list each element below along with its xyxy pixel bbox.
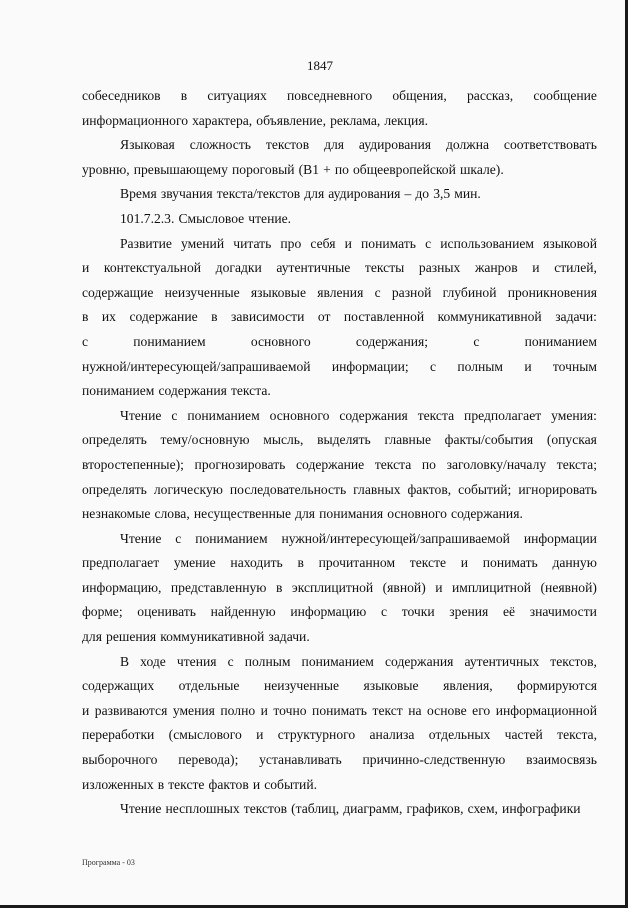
text-line: Чтение с пониманием нужной/интересующей/запрашиваемой информации (120, 530, 597, 546)
text-line: информацию, представленную в эксплицитной (явной) и имплицитной (неявной) (82, 579, 597, 595)
text-line: с пониманием основного содержания; с пониманием (82, 333, 597, 349)
text-line: 101.7.2.3. Смысловое чтение. (120, 210, 292, 226)
text-line: форме; оценивать найденную информацию с точки зрения её значимости (82, 604, 597, 620)
text-line: предполагает умение находить в прочитанном тексте и понимать данную (82, 555, 597, 571)
text-line: В ходе чтения с полным пониманием содержания аутентичных текстов, (120, 653, 597, 669)
text-line: Развитие умений читать про себя и понимать с использованием языковой (120, 235, 597, 251)
text-line: Чтение с пониманием основного содержания текста предполагает умения: (120, 407, 597, 423)
text-line: информационного характера, объявление, реклама, лекция. (82, 112, 428, 128)
text-line: и развиваются умения полно и точно понимать текст на основе его информационной (82, 702, 597, 718)
text-line: незнакомые слова, несущественные для понимания основного содержания. (82, 506, 523, 522)
text-line: переработки (смыслового и структурного анализа отдельных частей текста, (82, 727, 597, 743)
page-footer: Программа - 03 (82, 858, 135, 867)
page-number: 1847 (307, 58, 333, 73)
text-line: в их содержание в зависимости от поставленной коммуникативной задачи: (82, 309, 597, 325)
text-line: для решения коммуникативной задачи. (82, 629, 310, 645)
text-line: нужной/интересующей/запрашиваемой информации; с полным и точным (82, 358, 597, 374)
text-line: второстепенные); прогнозировать содержание текста по заголовку/началу текста; (82, 456, 597, 472)
text-line: содержащих отдельные неизученные языковые явления, формируются (82, 678, 597, 694)
text-line: определять логическую последовательность главных фактов, событий; игнорировать (82, 481, 597, 497)
text-line: Чтение несплошных текстов (таблиц, диаграмм, графиков, схем, инфографики (120, 801, 581, 817)
text-line: уровню, превышающему пороговый (B1 + по общеевропейской шкале). (82, 161, 504, 177)
text-line: собеседников в ситуациях повседневного общения, рассказ, сообщение (82, 88, 597, 103)
text-line: определять тему/основную мысль, выделять главные факты/события (опуская (82, 432, 597, 448)
text-line: содержащие неизученные языковые явления с разной глубиной проникновения (82, 284, 597, 300)
body-text (82, 84, 597, 822)
text-line: Языковая сложность текстов для аудирования должна соответствовать (120, 137, 597, 153)
text-line: Время звучания текста/текстов для аудирования – до 3,5 мин. (120, 186, 481, 202)
text-line: и контекстуальной догадки аутентичные тексты разных жанров и стилей, (82, 260, 597, 276)
text-line: изложенных в тексте фактов и событий. (82, 776, 317, 792)
text-line: выборочного перевода); устанавливать причинно-следственную взаимосвязь (82, 752, 597, 768)
text-line: пониманием содержания текста. (82, 383, 271, 399)
